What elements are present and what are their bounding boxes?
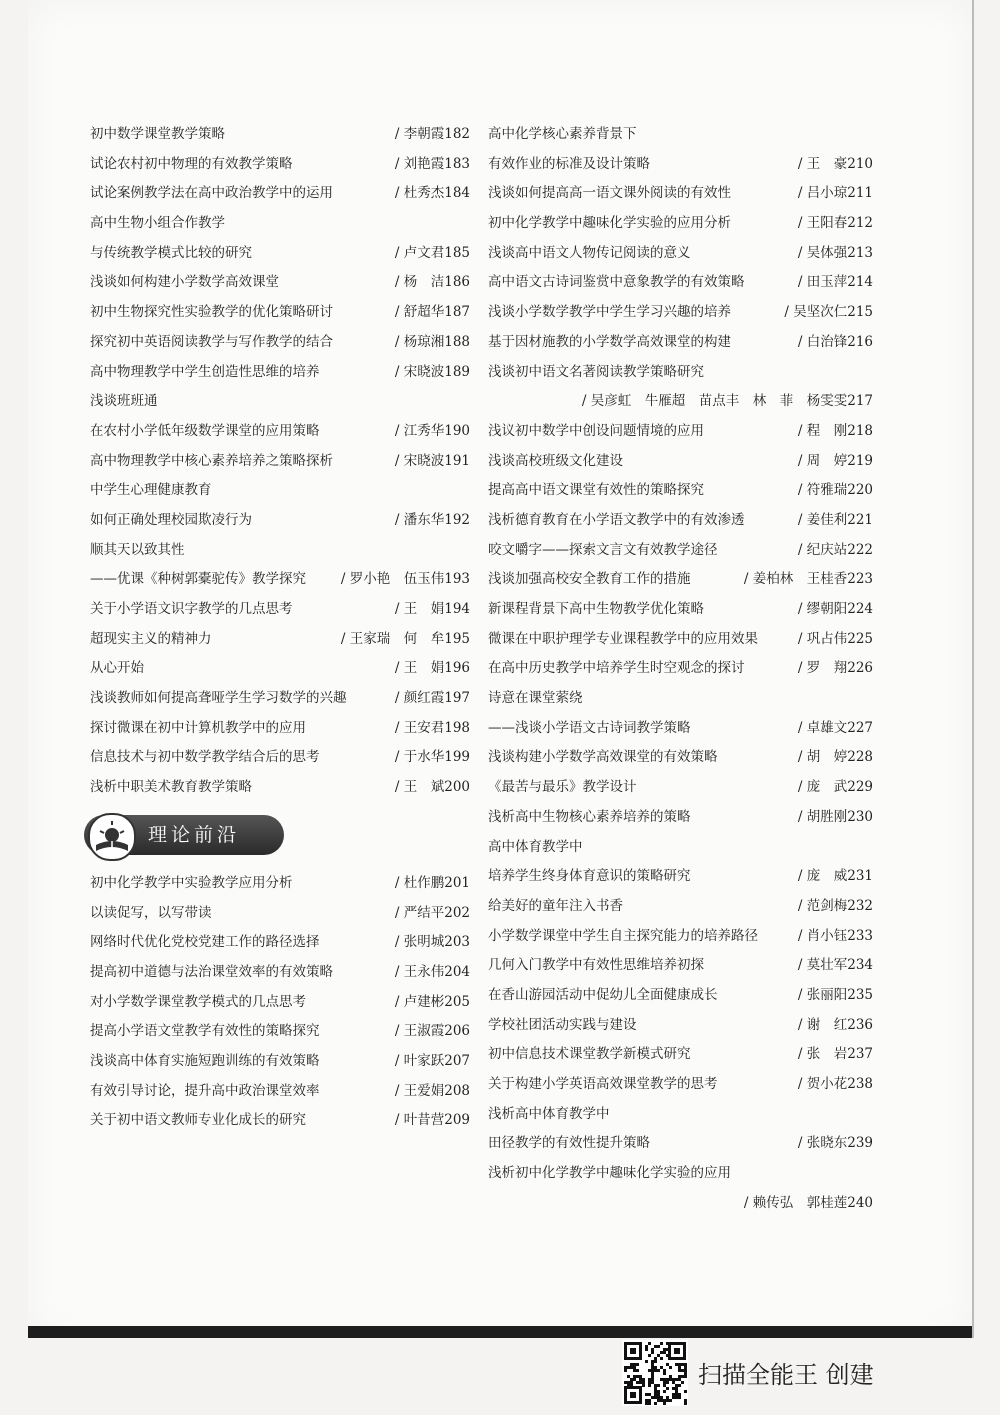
- toc-entry: [488, 1159, 873, 1189]
- toc-entry-title: 高中生物小组合作教学: [90, 215, 225, 232]
- toc-entry-title: 对小学数学课堂教学模式的几点思考: [90, 993, 306, 1010]
- toc-entry-author-page: / 姜柏林 王桂香223: [743, 571, 873, 588]
- toc-entry-title: 初中化学教学中实验教学应用分析: [90, 874, 293, 891]
- toc-entry-title: 高中语文古诗词鉴赏中意象教学的有效策略: [488, 274, 745, 291]
- toc-entry: [90, 565, 470, 595]
- toc-entry: [90, 447, 470, 477]
- toc-entry-author-page: / 白治锋216: [797, 333, 873, 350]
- toc-entry-author-page: / 舒超华187: [394, 304, 470, 321]
- toc-entry-title: 浅谈如何提高高一语文课外阅读的有效性: [488, 185, 731, 202]
- toc-entry: [90, 358, 470, 388]
- toc-entry-title: 关于初中语文教师专业化成长的研究: [90, 1112, 306, 1129]
- toc-entry: [90, 328, 470, 358]
- toc-entry-title: 新课程背景下高中生物教学优化策略: [488, 601, 704, 617]
- toc-entry-title: 探究初中英语阅读教学与写作教学的结合: [90, 333, 333, 350]
- toc-left-column: [90, 120, 470, 1136]
- toc-entry-author-page: / 莫壮军234: [797, 957, 873, 974]
- toc-entry-author-page: / 庞 威231: [797, 868, 873, 885]
- toc-entry-author-page: / 吴坚次仁215: [784, 304, 873, 321]
- toc-entry-title: 信息技术与初中数学教学结合后的思考: [90, 749, 320, 766]
- toc-entry-author-page: / 于水华199: [394, 749, 470, 766]
- toc-entry-title: 浅谈小学数学教学中学生学习兴趣的培养: [488, 304, 731, 321]
- toc-entry-title: 浅谈高校班级文化建设: [488, 452, 623, 469]
- toc-entry-author-page: / 王家瑞 何 牟195: [340, 630, 470, 647]
- toc-entry: [90, 988, 470, 1018]
- toc-entry: [90, 654, 470, 684]
- page-edge-shadow: [28, 1326, 973, 1338]
- toc-entry-title: 微课在中职护理学专业课程教学中的应用效果: [488, 630, 758, 647]
- toc-entry: [90, 179, 470, 209]
- toc-entry-title: 高中化学核心素养背景下: [488, 126, 637, 142]
- toc-entry: [90, 387, 470, 417]
- toc-entry: [488, 803, 873, 833]
- toc-entry-title: 在农村小学低年级数学课堂的应用策略: [90, 422, 320, 439]
- toc-entry-title: 以读促写，以写带读: [90, 904, 212, 921]
- toc-entry-title: 在香山游园活动中促幼儿全面健康成长: [488, 986, 718, 1003]
- toc-entry: [488, 150, 873, 180]
- toc-entry: [488, 268, 873, 298]
- toc-entry-title: 高中体育教学中: [488, 838, 583, 855]
- toc-entry-author-page: / 田玉萍214: [797, 274, 873, 291]
- page-edge-right: [972, 0, 974, 1338]
- toc-entry-author-page: / 胡胜刚230: [797, 808, 873, 825]
- toc-entry-author-page: / 吴彦虹 牛雁超 苗点丰 林 菲 杨雯雯217: [581, 393, 873, 410]
- toc-entry-author-page: / 张明城203: [394, 934, 470, 951]
- toc-entry-title: 浅谈加强高校安全教育工作的措施: [488, 571, 691, 588]
- toc-entry-title: 浅谈初中语文名著阅读教学策略研究: [488, 363, 704, 380]
- toc-entry-title: 诗意在课堂萦绕: [488, 690, 583, 707]
- toc-entry-title: 探讨微课在初中计算机教学中的应用: [90, 719, 306, 736]
- toc-entry-title: 初中化学教学中趣味化学实验的应用分析: [488, 215, 731, 232]
- toc-entry-title: 超现实主义的精神力: [90, 630, 212, 647]
- toc-entry-title: 培养学生终身体育意识的策略研究: [488, 868, 691, 885]
- toc-right-list: [488, 120, 873, 1218]
- toc-entry: [90, 1106, 470, 1136]
- toc-entry-title: 咬文嚼字——探索文言文有效教学途径: [488, 541, 718, 558]
- toc-entry-title: 浅析德育教育在小学语文教学中的有效渗透: [488, 511, 745, 528]
- toc-entry-title: 与传统教学模式比较的研究: [90, 244, 252, 261]
- toc-entry-author-page: / 叶家跃207: [394, 1052, 470, 1069]
- toc-entry-author-page: / 王 斌200: [394, 779, 470, 796]
- toc-entry-title: 初中生物探究性实验教学的优化策略研讨: [90, 304, 333, 321]
- toc-entry: [488, 684, 873, 714]
- toc-entry: [488, 1070, 873, 1100]
- toc-entry-author-page: / 杜作鹏201: [394, 874, 470, 891]
- toc-entry-title: 中学生心理健康教育: [90, 482, 212, 499]
- toc-entry-author-page: / 王 娟196: [394, 660, 470, 677]
- toc-entry-title: 基于因材施教的小学数学高效课堂的构建: [488, 333, 731, 350]
- toc-entry: [488, 536, 873, 566]
- toc-entry-author-page: / 卢建彬205: [394, 993, 470, 1010]
- toc-entry-title: 高中物理教学中学生创造性思维的培养: [90, 363, 320, 380]
- toc-entry: [488, 654, 873, 684]
- toc-entry-author-page: / 谢 红236: [797, 1016, 873, 1033]
- toc-entry: [90, 684, 470, 714]
- scanner-watermark-text: 扫描全能王 创建: [698, 1361, 874, 1389]
- toc-entry-author-page: / 卓雄文227: [797, 719, 873, 736]
- toc-entry-author-page: / 卢文君185: [394, 244, 470, 261]
- section-banner: [84, 809, 470, 861]
- toc-entry-author-page: / 王 豪210: [797, 155, 873, 172]
- toc-left-top-list: [90, 120, 470, 803]
- toc-entry-title: 浅谈高中体育实施短跑训练的有效策略: [90, 1052, 320, 1069]
- toc-entry-author-page: / 巩占伟225: [797, 630, 873, 647]
- toc-entry-title: 试论案例教学法在高中政治教学中的运用: [90, 185, 333, 202]
- toc-entry-title: 小学数学课堂中学生自主探究能力的培养路径: [488, 927, 758, 944]
- qr-code-icon: [622, 1340, 688, 1410]
- toc-entry-author-page: / 潘东华192: [394, 511, 470, 528]
- toc-entry: [90, 298, 470, 328]
- toc-entry-title: 从心开始: [90, 660, 144, 677]
- toc-entry: [90, 209, 470, 239]
- toc-entry-author-page: / 张晓东239: [797, 1135, 873, 1152]
- toc-entry: [488, 239, 873, 269]
- toc-entry-title: 提高高中语文课堂有效性的策略探究: [488, 482, 704, 499]
- toc-entry: [488, 358, 873, 388]
- toc-entry-title: 给美好的童年注入书香: [488, 897, 623, 914]
- toc-entry: [488, 1100, 873, 1130]
- toc-entry-author-page: / 罗小艳 伍玉伟193: [340, 571, 470, 588]
- toc-entry-title: 浅析高中生物核心素养培养的策略: [488, 808, 691, 825]
- toc-entry-author-page: / 王淑霞206: [394, 1023, 470, 1040]
- toc-entry: [488, 1129, 873, 1159]
- toc-entry: [488, 179, 873, 209]
- toc-entry-author-page: / 贺小花238: [797, 1076, 873, 1092]
- toc-entry: [90, 743, 470, 773]
- toc-entry: [488, 862, 873, 892]
- toc-entry-author-page: / 杨琼湘188: [394, 333, 470, 350]
- toc-entry: [90, 625, 470, 655]
- toc-entry-author-page: / 王安君198: [394, 719, 470, 736]
- toc-entry-author-page: / 张丽阳235: [797, 986, 873, 1003]
- toc-entry: [488, 1011, 873, 1041]
- toc-entry: [90, 595, 470, 625]
- toc-entry-title: 田径教学的有效性提升策略: [488, 1135, 650, 1152]
- toc-entry-author-page: / 王阳春212: [797, 215, 873, 232]
- toc-entry-author-page: / 吕小琼211: [797, 185, 873, 202]
- toc-entry-title: 浅谈如何构建小学数学高效课堂: [90, 274, 279, 291]
- toc-entry: [488, 209, 873, 239]
- toc-entry: [90, 120, 470, 150]
- toc-entry-title: 浅谈构建小学数学高效课堂的有效策略: [488, 749, 718, 766]
- toc-entry-title: 顺其天以致其性: [90, 541, 185, 558]
- toc-entry-title: 有效作业的标准及设计策略: [488, 155, 650, 172]
- toc-entry-title: 网络时代优化党校党建工作的路径选择: [90, 934, 320, 951]
- toc-entry-title: 浅谈教师如何提高聋哑学生学习数学的兴趣: [90, 690, 347, 707]
- toc-entry: [488, 833, 873, 863]
- toc-entry-author-page: / 范剑梅232: [797, 897, 873, 914]
- toc-entry-title: 试论农村初中物理的有效教学策略: [90, 155, 293, 172]
- toc-entry-author-page: / 周 婷219: [797, 452, 873, 469]
- toc-entry-title: 有效引导讨论，提升高中政治课堂效率: [90, 1082, 320, 1099]
- toc-entry: [90, 1017, 470, 1047]
- toc-entry-title: 初中数学课堂教学策略: [90, 126, 225, 142]
- toc-entry: [488, 476, 873, 506]
- toc-entry-title: 高中物理教学中核心素养培养之策略探析: [90, 452, 333, 469]
- toc-entry-author-page: / 赖传弘 郭桂莲240: [743, 1194, 873, 1211]
- toc-entry: [90, 714, 470, 744]
- book-sun-icon: [88, 813, 136, 861]
- toc-entry: [90, 1047, 470, 1077]
- toc-entry-title: 关于构建小学英语高效课堂教学的思考: [488, 1076, 718, 1092]
- toc-entry: [90, 773, 470, 803]
- toc-entry: [488, 743, 873, 773]
- toc-entry: [488, 951, 873, 981]
- toc-entry-author-page: / 程 刚218: [797, 422, 873, 439]
- toc-entry: [90, 899, 470, 929]
- toc-entry-title: 浅谈高中语文人物传记阅读的意义: [488, 244, 691, 261]
- toc-left-bottom-list: [90, 869, 470, 1136]
- toc-entry: [488, 417, 873, 447]
- toc-entry-author-page: / 江秀华190: [394, 422, 470, 439]
- toc-entry-title: ——浅谈小学语文古诗词教学策略: [488, 719, 691, 736]
- section-title: 理论前沿: [148, 823, 241, 846]
- toc-entry: [90, 928, 470, 958]
- toc-entry: [488, 120, 873, 150]
- toc-entry: [90, 239, 470, 269]
- toc-entry: [488, 328, 873, 358]
- toc-entry: [488, 298, 873, 328]
- toc-entry-author-page: / 王爱娟208: [394, 1082, 470, 1099]
- toc-entry: [90, 1077, 470, 1107]
- toc-entry-author-page: / 严结平202: [394, 904, 470, 921]
- toc-entry-author-page: / 王 娟194: [394, 601, 470, 617]
- toc-entry: [488, 506, 873, 536]
- toc-entry-title: 浅析初中化学教学中趣味化学实验的应用: [488, 1165, 731, 1182]
- toc-entry: [488, 773, 873, 803]
- toc-entry: [488, 1040, 873, 1070]
- toc-entry-author-page: / 姜佳利221: [797, 511, 873, 528]
- toc-entry-author-page: / 吴体强213: [797, 244, 873, 261]
- toc-entry-author-page: / 胡 婷228: [797, 749, 873, 766]
- toc-entry-author-page: / 刘艳霞183: [394, 155, 470, 172]
- toc-entry-title: 《最苦与最乐》教学设计: [488, 779, 637, 796]
- toc-entry-title: 提高小学语文堂教学有效性的策略探究: [90, 1023, 320, 1040]
- toc-entry-title: 几何入门教学中有效性思维培养初探: [488, 957, 704, 974]
- toc-entry-title: ——优课《种树郭橐驼传》教学探究: [90, 571, 306, 588]
- toc-entry-author-page: / 肖小钰233: [797, 927, 873, 944]
- toc-entry: [488, 447, 873, 477]
- toc-entry-title: 浅议初中数学中创设问题情境的应用: [488, 422, 704, 439]
- toc-entry: [488, 595, 873, 625]
- toc-entry-author-page: / 纪庆站222: [797, 541, 873, 558]
- toc-entry: [90, 869, 470, 899]
- toc-entry: [90, 536, 470, 566]
- toc-entry: [90, 268, 470, 298]
- toc-entry-author-page: / 宋晓波191: [394, 452, 470, 469]
- toc-entry-title: 初中信息技术课堂教学新模式研究: [488, 1046, 691, 1063]
- toc-entry: [90, 417, 470, 447]
- toc-entry: [488, 387, 873, 417]
- toc-entry-author-page: / 庞 武229: [797, 779, 873, 796]
- toc-entry-author-page: / 缪朝阳224: [797, 601, 873, 617]
- toc-right-column: [488, 120, 873, 1218]
- toc-entry-author-page: / 罗 翔226: [797, 660, 873, 677]
- toc-entry: [488, 625, 873, 655]
- toc-entry-title: 浅析中职美术教育教学策略: [90, 779, 252, 796]
- toc-entry: [90, 958, 470, 988]
- toc-entry-title: 如何正确处理校园欺凌行为: [90, 511, 252, 528]
- toc-entry-author-page: / 颜红霞197: [394, 690, 470, 707]
- toc-entry: [90, 506, 470, 536]
- toc-entry: [488, 892, 873, 922]
- toc-entry-author-page: / 叶昔营209: [394, 1112, 470, 1129]
- toc-entry-author-page: / 杜秀杰184: [394, 185, 470, 202]
- toc-entry: [488, 1189, 873, 1219]
- toc-entry: [90, 150, 470, 180]
- toc-entry-title: 提高初中道德与法治课堂效率的有效策略: [90, 963, 333, 980]
- toc-entry: [90, 476, 470, 506]
- toc-entry-author-page: / 宋晓波189: [394, 363, 470, 380]
- toc-entry: [488, 565, 873, 595]
- toc-entry-author-page: / 王永伟204: [394, 963, 470, 980]
- toc-entry: [488, 981, 873, 1011]
- toc-entry-title: 浅析高中体育教学中: [488, 1105, 610, 1122]
- toc-entry: [488, 922, 873, 952]
- toc-entry-author-page: / 杨 洁186: [394, 274, 470, 291]
- toc-entry-title: 浅谈班班通: [90, 393, 158, 410]
- toc-entry-title: 在高中历史教学中培养学生时空观念的探讨: [488, 660, 745, 677]
- toc-entry-author-page: / 李朝霞182: [394, 126, 470, 142]
- toc-entry-title: 关于小学语文识字教学的几点思考: [90, 601, 293, 617]
- toc-entry: [488, 714, 873, 744]
- toc-entry-author-page: / 符雅瑞220: [797, 482, 873, 499]
- toc-entry-author-page: / 张 岩237: [797, 1046, 873, 1063]
- toc-entry-title: 学校社团活动实践与建设: [488, 1016, 637, 1033]
